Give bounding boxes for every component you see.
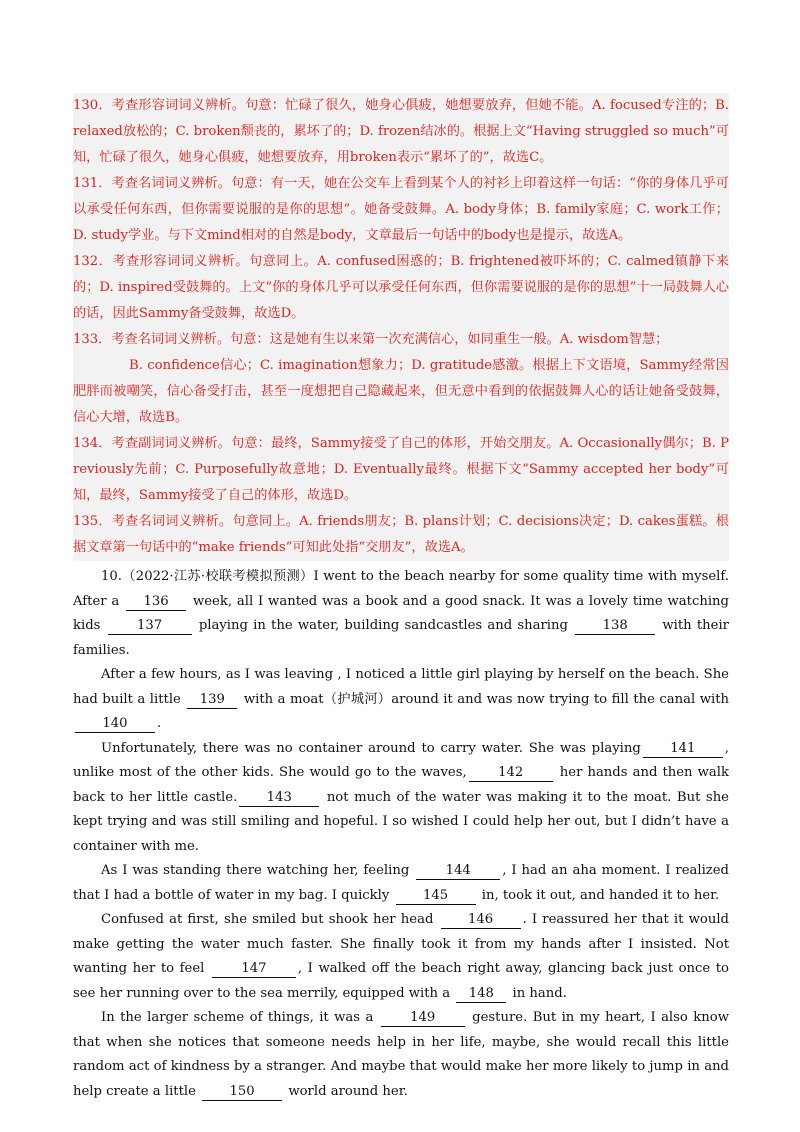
blank-146: 146: [441, 912, 521, 929]
blank-139: 139: [187, 692, 237, 709]
blank-142: 142: [469, 765, 553, 782]
answer-132: 132．考查形容词词义辨析。句意同上。A. confused困惑的；B. frightened被吓坏的；C. calmed镇静下来的；D. inspired受鼓舞的。上文“你的身体几乎可以承受任何东西，但你需要说服的是你的思想”十一局鼓舞人心的话，因此Sammy备受鼓舞，故选D。: [73, 254, 729, 321]
answer-133: [73, 327, 729, 431]
blank-136: 136: [126, 594, 186, 611]
cloze-passage: [73, 565, 729, 1104]
passage-paragraph-4: As I was standing there watching her, feeling 144 , I had an aha moment. I realized that I had a bottle of water in my bag. I quickly 145 in, took it out, and handed it to her.: [73, 863, 729, 903]
answer-131: 131．考查名词词义辨析。句意：有一天，她在公交车上看到某个人的衬衫上印着这样一句话：“你的身体几乎可以承受任何东西，但你需要说服的是你的思想”。她备受鼓舞。A. body身体；B. family家庭；C. work工作；D. study学业。与下文mind相对的自然是body，文章最后一句话中的body也是提示，故选A。: [73, 176, 729, 243]
passage-paragraph-2: After a few hours, as I was leaving , I noticed a little girl playing by herself on the beach. She had built a little 139 with a moat（护城河）around it and was now trying to fill the canal with 140 .: [73, 667, 730, 731]
blank-144: 144: [416, 863, 500, 880]
blank-138: 138: [575, 618, 655, 635]
answer-135: 135．考查名词词义辨析。句意同上。A. friends朋友；B. plans计划；C. decisions决定；D. cakes蛋糕。根据文章第一句话中的“make friends”可知此处指“交朋友”，故选A。: [73, 514, 729, 555]
passage-paragraph-5: Confused at first, she smiled but shook her head 146 . I reassured her that it would make getting the water much faster. She finally took it from my hands after I insisted. Not wanting her to feel 147 , I walked off the beach right away, glancing back just once to see her running over to the sea merrily, equipped with a 148 in hand.: [73, 912, 729, 1001]
blank-149: 149: [381, 1010, 465, 1027]
blank-137: 137: [108, 618, 192, 635]
answer-133-line1: 133．考查名词词义辨析。句意：这是她有生以来第一次充满信心，如同重生一般。A. wisdom智慧；: [73, 332, 669, 347]
answer-130: 130．考查形容词词义辨析。句意：忙碌了很久，她身心俱疲，她想要放弃，但她不能。A. focused专注的；B. relaxed放松的；C. broken颓丧的，累坏了的；D. frozen结冰的。根据上文“Having struggled so much”可知，忙碌了很久，她身心俱疲，她想要放弃，用broken表示“累坏了的”，故选C。: [73, 98, 729, 165]
passage-paragraph-3: Unfortunately, there was no container around to carry water. She was playing 141 , unlike most of the other kids. She would go to the waves, 142 her hands and then walk back to her little castle. 143 not much of the water was making it to the moat. But she kept trying and was still smiling and hopeful. I so wished I could help her out, but I didn’t have a container with me.: [73, 740, 729, 854]
blank-140: 140: [75, 716, 155, 733]
answer-133-rest: B. confidence信心；C. imagination想象力；D. gratitude感激。根据上下文语境，Sammy经常因肥胖而被嘲笑，信心备受打击，甚至一度想把自己隐藏起来，但无意中看到的依据鼓舞人心的话让她备受鼓舞，信心大增，故选B。: [73, 358, 729, 425]
blank-145: 145: [396, 888, 476, 905]
answer-134: 134．考查副词词义辨析。句意：最终，Sammy接受了自己的体形，开始交朋友。A. Occasionally偶尔；B. Previously先前；C. Purposefully故意地；D. Eventually最终。根据下文“Sammy accepted her body”可知，最终，Sammy接受了自己的体形，故选D。: [73, 436, 729, 503]
passage-paragraph-1: 10.（2022·江苏·校联考模拟预测）I went to the beach nearby for some quality time with myself. After a 136 week, all I wanted was a book and a good snack. It was a lovely time watching kids 137 playing in the water, building sandcastles and sharing 138 with their families.: [73, 569, 729, 658]
answer-explanations: [73, 93, 729, 561]
blank-141: 141: [643, 741, 723, 758]
blank-150: 150: [202, 1084, 282, 1101]
blank-148: 148: [456, 986, 506, 1003]
blank-147: 147: [212, 961, 296, 978]
blank-143: 143: [239, 790, 319, 807]
passage-paragraph-6: In the larger scheme of things, it was a 149 gesture. But in my heart, I also know that when she notices that someone needs help in her life, maybe, she would recall this little random act of kindness by a stranger. And maybe that would make her more likely to jump in and help create a little 150 world around her.: [73, 1010, 729, 1099]
document-page: [73, 93, 729, 1104]
